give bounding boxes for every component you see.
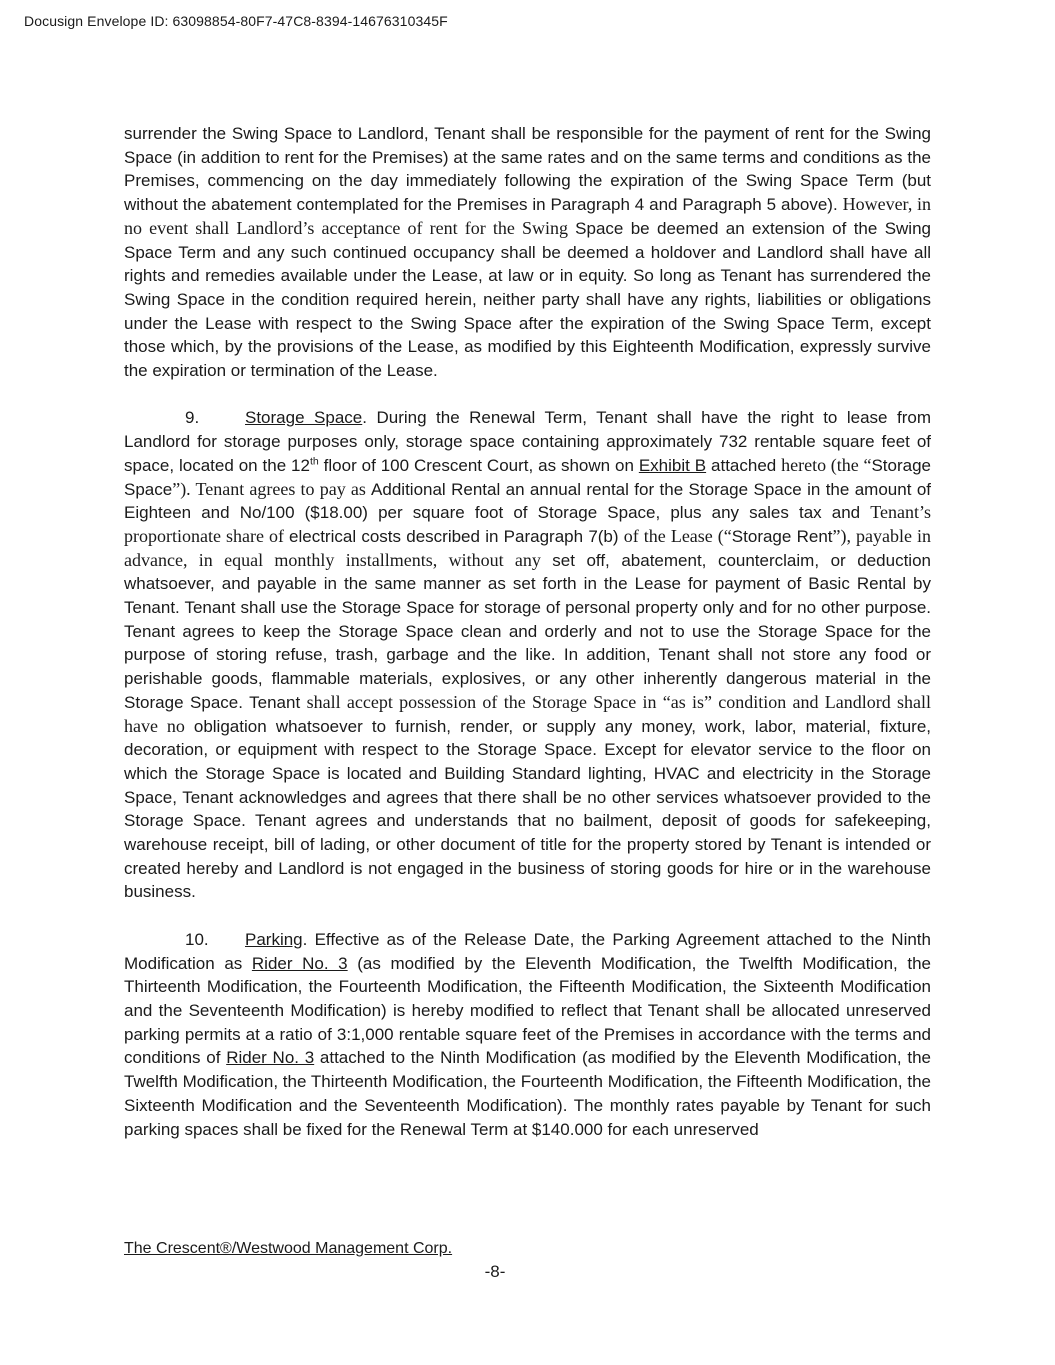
footer-company-line: The Crescent®/Westwood Management Corp.	[124, 1240, 453, 1257]
docusign-envelope-id: Docusign Envelope ID: 63098854-80F7-47C8-8394-14676310345F	[24, 13, 448, 29]
paragraph-swing-space-continuation: surrender the Swing Space to Landlord, Tenant shall be responsible for the payment of rent for the Swing Space (in addition to rent for the Premises) at the same rates and on the same terms and conditions as the Premises, commencing on the day immediately following the expiration of the Swing Space Term (but without the abatement contemplated for the Premises in Paragraph 4 and Paragraph 5 above). However, in no event shall Landlord’s acceptance of rent for the Swing Space be deemed an extension of the Swing Space Term and any such continued occupancy shall be deemed a holdover and Landlord shall have all rights and remedies available under the Lease, at law or in equity. So long as Tenant has surrendered the Swing Space in the condition required herein, neither party shall have any rights, liabilities or obligations under the Lease with respect to the Swing Space after the expiration of the Swing Space Term, except those which, by the provisions of the Lease, as modified by this Eighteenth Modification, expressly survive the expiration or termination of the Lease.	[124, 124, 931, 381]
paragraph-number: 9.	[185, 408, 200, 428]
section-9-storage-space: 9. Storage Space. During the Renewal Term, Tenant shall have the right to lease from Landlord for storage purposes only, storage space containing approximately 732 rentable square feet of space, located on the 12th floor of 100 Crescent Court, as shown on Exhibit B attached hereto (the “Storage Space”). Tenant agrees to pay as Additional Rental an annual rental for the Storage Space in the amount of Eighteen and No/100 ($18.00) per square foot of Storage Space, plus any sales tax and Tenant’s proportionate share of electrical costs described in Paragraph 7(b) of the Lease (“Storage Rent”), payable in advance, in equal monthly installments, without any set off, abatement, counterclaim, or deduction whatsoever, and payable in the same manner as set forth in the Lease for payment of Basic Rental by Tenant. Tenant shall use the Storage Space for storage of personal property only and for no other purpose. Tenant agrees to keep the Storage Space clean and orderly and not to use the Storage Space for the purpose of storing refuse, trash, garbage and the like. In addition, Tenant shall not store any food or perishable goods, flammable materials, explosives, or any other inherently dangerous material in the Storage Space. Tenant shall accept possession of the Storage Space in “as is” condition and Landlord shall have no obligation whatsoever to furnish, render, or supply any money, work, labor, material, fixture, decoration, or equipment with respect to the Storage Space. Except for elevator service to the floor on which the Storage Space is located and Building Standard lighting, HVAC and electricity in the Storage Space, Tenant acknowledges and agrees that there shall be no other services whatsoever provided to the Storage Space. Tenant agrees and understands that no bailment, deposit of goods for safekeeping, warehouse receipt, bill of lading, or other document of title for the property stored by Tenant is intended or created hereby and Landlord is not engaged in the business of storing goods for hire or in the warehouse business.	[124, 408, 932, 902]
document-body	[124, 122, 931, 1141]
page-number: -8-	[484, 1262, 506, 1281]
section-10-parking: 10. Parking. Effective as of the Release Date, the Parking Agreement attached to the Ninth Modification as Rider No. 3 (as modified by the Eleventh Modification, the Twelfth Modification, the Thirteenth Modification, the Fourteenth Modification, the Fifteenth Modification, the Sixteenth Modification and the Seventeenth Modification) is hereby modified to reflect that Tenant shall be allocated unreserved parking permits at a ratio of 3:1,000 rentable square feet of the Premises in accordance with the terms and conditions of Rider No. 3 attached to the Ninth Modification (as modified by the Eleventh Modification, the Twelfth Modification, the Thirteenth Modification, the Fourteenth Modification, the Fifteenth Modification, the Sixteenth Modification and the Seventeenth Modification). The monthly rates payable by Tenant for such parking spaces shall be fixed for the Renewal Term at $140.000 for each unreserved	[124, 929, 931, 1139]
paragraph-number: 10.	[185, 929, 209, 949]
